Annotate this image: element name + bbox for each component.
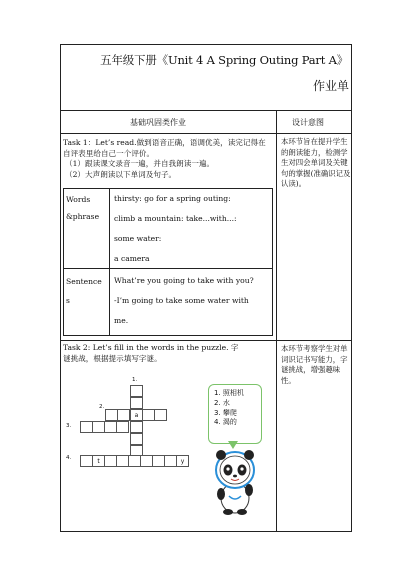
- task2-instructions: [63, 343, 275, 365]
- frame-left-line: [60, 44, 61, 532]
- sentence-line-1: What’re you going to take with you?: [114, 276, 254, 285]
- words-line-4: a camera: [114, 254, 150, 263]
- task1-design-intent: 本环节旨在提升学生的朗读能力，检测学生对四会单词及关键句的掌握(准确识记及认读)。: [281, 137, 351, 188]
- cw-cell[interactable]: [130, 421, 143, 433]
- task1-intro: Task 1：Let’s read.做到语音正确，语调优美，读完记得在自评表里给自己一个评价。: [63, 138, 266, 158]
- cw-cell[interactable]: [130, 433, 143, 445]
- cw-cell[interactable]: [130, 397, 143, 409]
- words-label-b: &phrase: [66, 212, 100, 221]
- cw-cell[interactable]: [154, 409, 167, 421]
- inner-table-mid: [63, 268, 273, 269]
- sentences-label-b: s: [66, 296, 70, 305]
- words-label-a: Words: [66, 195, 91, 204]
- frame-right-line: [351, 44, 352, 532]
- sentence-line-3: me.: [114, 316, 129, 325]
- cw-cell[interactable]: [116, 421, 129, 433]
- clue-list: [214, 389, 244, 428]
- sentences-label-a: Sentence: [66, 277, 102, 286]
- header-homework-type: 基础巩固类作业: [130, 118, 186, 127]
- clue-2: 2. 水: [214, 398, 230, 407]
- cw-cell[interactable]: [130, 385, 143, 397]
- inner-table-right: [272, 188, 273, 336]
- header-design-intent: 设计意图: [292, 118, 324, 127]
- cw-cell[interactable]: a: [130, 409, 143, 421]
- frame-top-line: [60, 44, 352, 45]
- task1-instructions: [63, 138, 269, 180]
- sentences-content: [114, 276, 254, 327]
- task2-top-line: [60, 340, 352, 341]
- cw-cell[interactable]: [117, 409, 130, 421]
- sentences-label: [66, 276, 102, 306]
- words-line-2: climb a mountain: take...with...:: [114, 214, 237, 223]
- words-line-1: thirsty: go for a spring outing:: [114, 194, 231, 203]
- words-content: [114, 194, 237, 265]
- column-divider: [276, 110, 277, 532]
- clue-3: 3. 攀爬: [214, 408, 237, 417]
- clue-1: 1. 照相机: [214, 389, 244, 397]
- task1-step2: （2）大声朗读以下单词及句子。: [65, 169, 177, 179]
- worksheet-title: 五年级下册《Unit 4 A Spring Outing Part A》: [100, 53, 348, 67]
- header-top-line: [60, 110, 352, 111]
- task2-intro-1: Task 2: Let’s fill in the words in the puzzle. 字: [63, 343, 239, 352]
- task1-step1: （1）跟读课文录音一遍，并自我朗读一遍。: [65, 159, 215, 169]
- task2-intro-2: 谜挑战，根据提示填写字谜。: [63, 353, 162, 363]
- cw-cell[interactable]: y: [176, 455, 189, 467]
- clue-4: 4. 渴的: [214, 418, 237, 427]
- task2-design-intent: 本环节考察学生对单词识记书写能力，字谜挑战，增强趣味性。: [281, 344, 348, 385]
- words-line-3: some water:: [114, 234, 162, 243]
- panda-mascot-icon: [204, 446, 266, 516]
- inner-table-top: [63, 188, 273, 189]
- sentence-line-2: -I’m going to take some water with: [114, 296, 249, 305]
- clue-number-2: 2.: [99, 404, 105, 410]
- cw-cell[interactable]: t: [92, 455, 105, 467]
- clue-number-1: 1.: [132, 377, 138, 383]
- worksheet-subtitle: 作业单: [312, 79, 349, 93]
- inner-table-bottom: [63, 335, 273, 336]
- clue-number-4: 4.: [66, 455, 72, 461]
- inner-table-left: [63, 188, 64, 336]
- header-bottom-line: [60, 133, 352, 134]
- frame-bottom-line: [60, 531, 352, 532]
- inner-table-divider: [109, 188, 110, 336]
- words-label: [66, 194, 99, 222]
- clue-number-3: 3.: [66, 423, 72, 429]
